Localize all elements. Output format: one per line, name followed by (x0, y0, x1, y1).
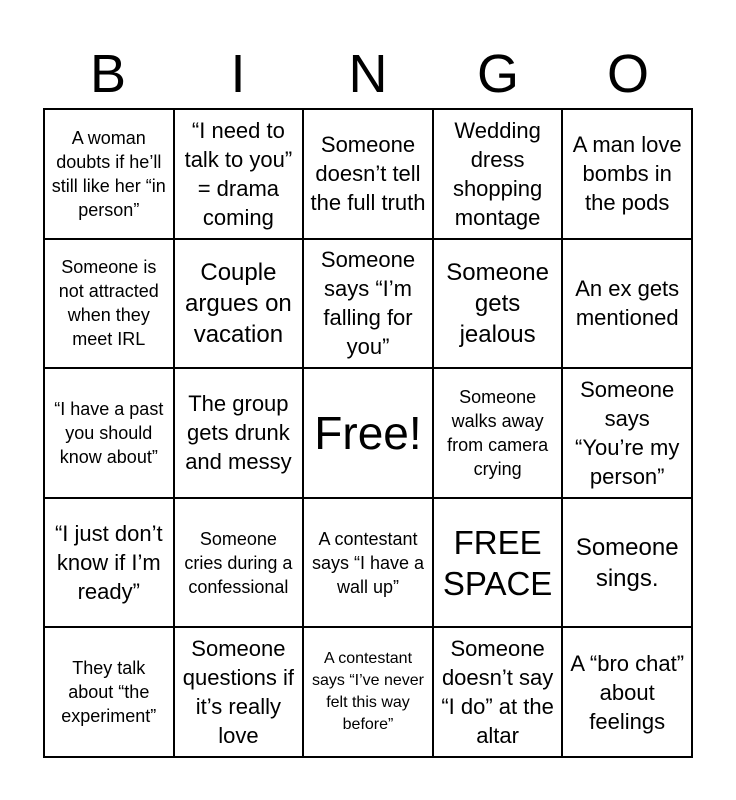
header-letter-n: N (348, 44, 388, 104)
cell-text: A contestant says “I have a wall up” (311, 528, 425, 597)
cell-text: FREE SPACE (442, 523, 553, 602)
cell-text: “I just don’t know if I’m ready” (54, 521, 163, 605)
cell-text: A “bro chat” about feelings (570, 650, 685, 734)
bingo-cell[interactable] (174, 239, 304, 369)
bingo-cell[interactable] (562, 368, 692, 498)
header-letter-b: B (89, 44, 127, 104)
header-letter-g: G (476, 44, 519, 104)
cell-text: Someone doesn’t say “I do” at the altar (441, 636, 554, 749)
bingo-cell[interactable] (174, 368, 304, 498)
bingo-cell[interactable] (433, 368, 563, 498)
header-letter-o: O (606, 44, 649, 104)
cell-text: Someone cries during a confessional (184, 528, 293, 597)
cell-text: A contestant says “I’ve never felt this way before” (311, 650, 425, 734)
bingo-cell[interactable] (433, 109, 563, 239)
cell-text: Free! (314, 406, 422, 459)
cell-text: Someone walks away from camera crying (447, 386, 549, 479)
cell-text: “I need to talk to you” = drama coming (184, 117, 293, 230)
cell-text: Someone sings. (575, 533, 679, 592)
cell-text: They talk about “the experiment” (61, 658, 157, 727)
bingo-cell[interactable] (174, 109, 304, 239)
bingo-cell[interactable] (562, 627, 692, 757)
bingo-cell[interactable] (433, 627, 563, 757)
bingo-cell[interactable] (303, 627, 433, 757)
header-letter-i: I (230, 44, 246, 104)
bingo-cell[interactable] (174, 627, 304, 757)
bingo-cell[interactable] (44, 498, 174, 628)
bingo-cell[interactable] (433, 239, 563, 369)
cell-text: Someone questions if it’s really love (182, 636, 295, 749)
bingo-cell[interactable] (303, 498, 433, 628)
cell-text: Someone says “I’m falling for you” (320, 247, 416, 360)
bingo-cell[interactable] (303, 239, 433, 369)
cell-text: Someone doesn’t tell the full truth (310, 132, 426, 216)
cell-text: “I have a past you should know about” (54, 398, 164, 467)
bingo-cell[interactable] (44, 627, 174, 757)
bingo-cell[interactable] (562, 109, 692, 239)
bingo-cell[interactable] (562, 239, 692, 369)
bingo-cell[interactable] (174, 498, 304, 628)
cell-text: Someone says “You’re my person” (575, 376, 680, 489)
cell-text: Wedding dress shopping montage (452, 117, 543, 230)
bingo-cell[interactable] (44, 368, 174, 498)
cell-text: A woman doubts if he’ll still like her “in person” (51, 127, 166, 220)
free-space-cell[interactable] (433, 498, 563, 628)
bingo-header (43, 40, 693, 108)
cell-text: The group gets drunk and messy (185, 391, 292, 475)
cell-text: Someone gets jealous (446, 258, 549, 348)
bingo-cell[interactable] (562, 498, 692, 628)
cell-text: A man love bombs in the pods (572, 132, 682, 216)
cell-text: Someone is not attracted when they meet IRL (58, 257, 159, 350)
bingo-cell[interactable] (303, 109, 433, 239)
cell-text: An ex gets mentioned (575, 276, 680, 331)
bingo-cell[interactable] (44, 239, 174, 369)
bingo-grid (43, 108, 693, 758)
cell-text: Couple argues on vacation (185, 258, 292, 348)
free-cell[interactable] (303, 368, 433, 498)
bingo-cell[interactable] (44, 109, 174, 239)
